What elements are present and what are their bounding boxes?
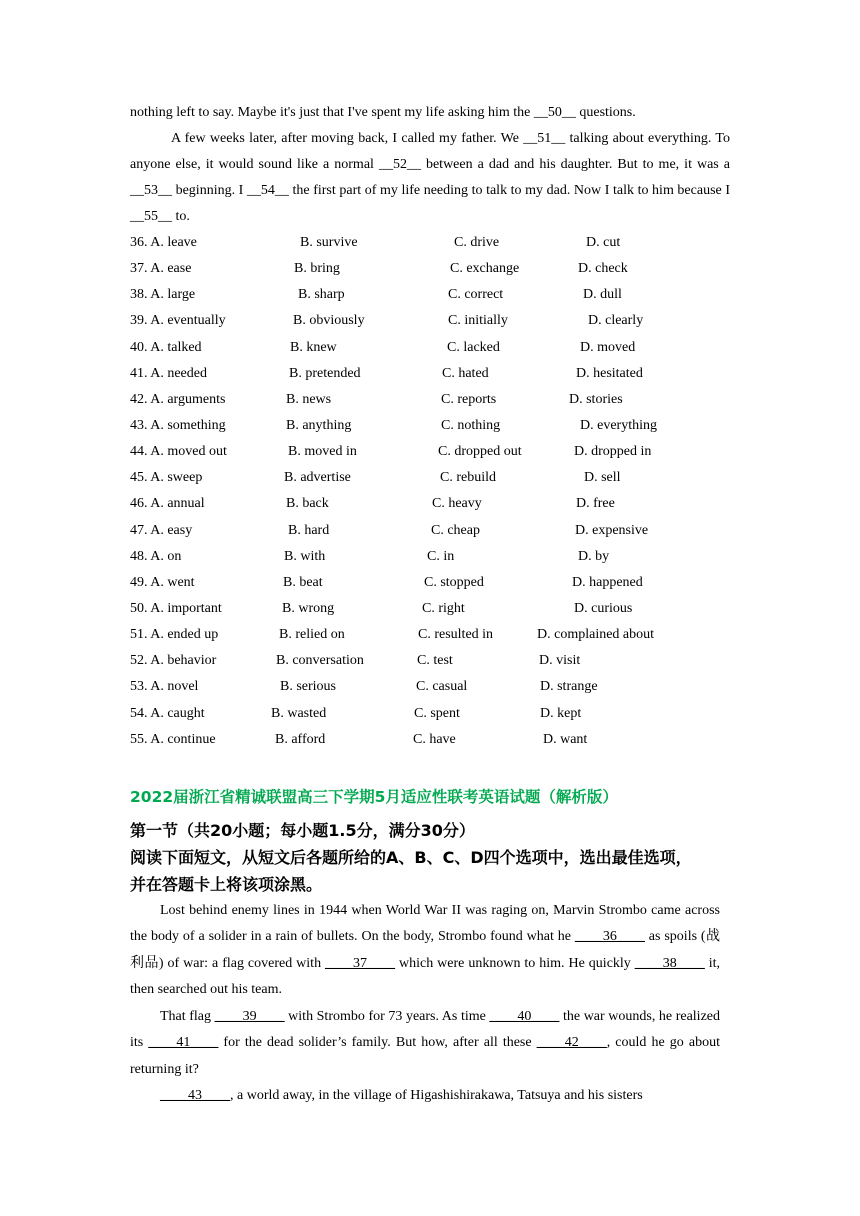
option-a: 55. A. continue bbox=[130, 731, 216, 747]
text-run: it, then searched out his team. bbox=[130, 955, 721, 998]
options-list bbox=[130, 230, 730, 753]
section-title: 2022届浙江省精诚联盟高三下学期5月适应性联考英语试题（解析版） bbox=[130, 787, 618, 806]
instruction-line-1: 阅读下面短文，从短文后各题所给的A、B、C、D四个选项中，选出最佳选项， bbox=[130, 847, 692, 867]
option-b: B. news bbox=[286, 391, 332, 407]
instruction-line-2: 并在答题卡上将该项涂黑。 bbox=[130, 874, 323, 894]
option-c: C. in bbox=[427, 548, 455, 564]
option-c: C. stopped bbox=[424, 574, 484, 590]
text-run: That flag bbox=[160, 1008, 215, 1024]
option-d: D. visit bbox=[539, 653, 581, 669]
option-d: D. expensive bbox=[575, 522, 649, 538]
option-a: 48. A. on bbox=[130, 548, 182, 564]
option-d: D. kept bbox=[540, 705, 582, 721]
text-run: which were unknown to him. He quickly bbox=[395, 955, 635, 971]
option-d: D. hesitated bbox=[576, 365, 643, 381]
option-d: D. by bbox=[578, 548, 610, 564]
option-c: C. exchange bbox=[450, 261, 520, 277]
option-c: C. right bbox=[422, 600, 465, 616]
option-b: B. sharp bbox=[298, 287, 345, 303]
option-d: D. clearly bbox=[588, 313, 644, 329]
option-c: C. rebuild bbox=[440, 470, 496, 486]
option-b: B. advertise bbox=[284, 470, 351, 486]
text-run: Lost behind enemy lines in 1944 when World War II was raging on, Marvin Strombo came across the body of a solider in a rain of bullets. On the body, Strombo found what he bbox=[130, 902, 720, 945]
option-c: C. drive bbox=[454, 235, 500, 250]
option-row bbox=[130, 674, 730, 700]
option-a: 51. A. ended up bbox=[130, 627, 219, 643]
option-row bbox=[130, 387, 730, 413]
text-run: the war wounds, he realized its bbox=[130, 1008, 720, 1051]
option-c: C. casual bbox=[416, 679, 468, 695]
option-d: D. sell bbox=[584, 470, 621, 486]
option-row bbox=[130, 596, 730, 622]
option-a: 49. A. went bbox=[130, 574, 195, 590]
option-c: C. reports bbox=[441, 391, 497, 407]
text-run: for the dead solider’s family. But how, after all these bbox=[218, 1035, 537, 1051]
option-b: B. obviously bbox=[293, 313, 365, 329]
section-heading: 第一节（共20小题；每小题1.5分，满分30分） bbox=[130, 820, 475, 840]
option-row bbox=[130, 282, 730, 308]
option-a: 38. A. large bbox=[130, 287, 196, 303]
passage1-line: nothing left to say. Maybe it's just that I've spent my life asking him the __50__ questions. bbox=[130, 105, 636, 120]
option-b: B. moved in bbox=[288, 444, 357, 460]
text-run: , a world away, in the village of Higashishirakawa, Tatsuya and his sisters bbox=[230, 1088, 643, 1104]
option-row bbox=[130, 465, 730, 491]
option-b: B. knew bbox=[290, 339, 337, 355]
option-b: B. wrong bbox=[282, 600, 335, 616]
option-a: 53. A. novel bbox=[130, 679, 199, 695]
option-a: 36. A. leave bbox=[130, 235, 197, 250]
passage2-paragraph-3 bbox=[130, 1083, 720, 1110]
option-c: C. initially bbox=[448, 313, 508, 329]
option-a: 45. A. sweep bbox=[130, 470, 203, 486]
option-d: D. dull bbox=[583, 287, 622, 303]
text-run: , could he go about returning it? bbox=[130, 1035, 720, 1077]
blank-42: ____42____ bbox=[536, 1035, 607, 1051]
option-a: 43. A. something bbox=[130, 417, 226, 433]
option-row bbox=[130, 727, 730, 753]
option-row bbox=[130, 701, 730, 727]
blank-37: ____37____ bbox=[325, 955, 396, 971]
blank-40: ____40____ bbox=[489, 1008, 560, 1024]
document-page bbox=[130, 100, 730, 1110]
option-b: B. wasted bbox=[271, 705, 327, 721]
option-b: B. bring bbox=[294, 261, 340, 277]
option-b: B. relied on bbox=[279, 627, 345, 643]
option-a: 40. A. talked bbox=[130, 339, 202, 355]
blank-43: ____43____ bbox=[160, 1088, 230, 1104]
option-c: C. heavy bbox=[432, 496, 482, 512]
option-b: B. with bbox=[284, 548, 326, 564]
text-run: as spoils (战利品) of war: a flag covered with bbox=[130, 929, 720, 971]
option-row bbox=[130, 518, 730, 544]
option-c: C. spent bbox=[414, 705, 460, 721]
option-row bbox=[130, 622, 730, 648]
option-c: C. have bbox=[413, 731, 456, 747]
option-d: D. strange bbox=[540, 679, 598, 695]
option-d: D. stories bbox=[569, 391, 623, 407]
option-c: C. test bbox=[417, 653, 453, 669]
option-b: B. survive bbox=[300, 235, 358, 250]
option-row bbox=[130, 361, 730, 387]
option-b: B. serious bbox=[280, 679, 336, 695]
option-a: 52. A. behavior bbox=[130, 653, 217, 669]
option-row bbox=[130, 439, 730, 465]
option-b: B. back bbox=[286, 496, 329, 512]
passage2-paragraph-1 bbox=[130, 898, 720, 1004]
option-row bbox=[130, 413, 730, 439]
option-row bbox=[130, 491, 730, 517]
option-d: D. complained about bbox=[537, 627, 655, 643]
option-a: 44. A. moved out bbox=[130, 444, 227, 460]
option-d: D. moved bbox=[580, 339, 636, 355]
text-run: with Strombo for 73 years. As time bbox=[284, 1008, 490, 1024]
option-row bbox=[130, 648, 730, 674]
blank-36: ____36____ bbox=[574, 929, 645, 945]
option-b: B. conversation bbox=[276, 653, 364, 669]
option-d: D. cut bbox=[586, 235, 621, 250]
option-c: C. lacked bbox=[447, 339, 500, 355]
option-c: C. hated bbox=[442, 365, 489, 381]
option-row bbox=[130, 308, 730, 334]
option-a: 54. A. caught bbox=[130, 705, 205, 721]
option-a: 39. A. eventually bbox=[130, 313, 226, 329]
option-a: 41. A. needed bbox=[130, 365, 207, 381]
option-b: B. hard bbox=[288, 522, 330, 538]
option-d: D. everything bbox=[580, 417, 657, 433]
passage2-paragraph-2 bbox=[130, 1004, 720, 1084]
option-c: C. resulted in bbox=[418, 627, 494, 643]
option-c: C. cheap bbox=[431, 522, 480, 538]
option-b: B. afford bbox=[275, 731, 326, 747]
option-a: 46. A. annual bbox=[130, 496, 205, 512]
option-row bbox=[130, 570, 730, 596]
option-c: C. correct bbox=[448, 287, 504, 303]
option-row bbox=[130, 544, 730, 570]
option-row bbox=[130, 230, 730, 256]
option-d: D. want bbox=[543, 731, 588, 747]
option-a: 37. A. ease bbox=[130, 261, 192, 277]
blank-39: ____39____ bbox=[214, 1008, 285, 1024]
passage1-paragraph: A few weeks later, after moving back, I called my father. We __51__ talking about everything. To anyone else, it would sound like a normal __52__ between a dad and his daughter. But to me, it was a __53__ beginning. I __54__ the first part of my life needing to talk to my dad. Now I talk to him because I __55__ to. bbox=[130, 131, 730, 224]
option-d: D. free bbox=[576, 496, 615, 512]
option-row bbox=[130, 335, 730, 361]
blank-38: ____38____ bbox=[634, 955, 705, 971]
option-b: B. pretended bbox=[289, 365, 361, 381]
option-a: 50. A. important bbox=[130, 600, 222, 616]
option-d: D. dropped in bbox=[574, 444, 652, 460]
option-c: C. nothing bbox=[441, 417, 501, 433]
option-d: D. curious bbox=[574, 600, 633, 616]
option-d: D. check bbox=[578, 261, 628, 277]
option-c: C. dropped out bbox=[438, 444, 522, 460]
blank-41: ____41____ bbox=[148, 1035, 219, 1051]
option-b: B. beat bbox=[283, 574, 323, 590]
option-a: 42. A. arguments bbox=[130, 391, 226, 407]
option-b: B. anything bbox=[286, 417, 352, 433]
option-row bbox=[130, 256, 730, 282]
option-d: D. happened bbox=[572, 574, 643, 590]
option-a: 47. A. easy bbox=[130, 522, 193, 538]
